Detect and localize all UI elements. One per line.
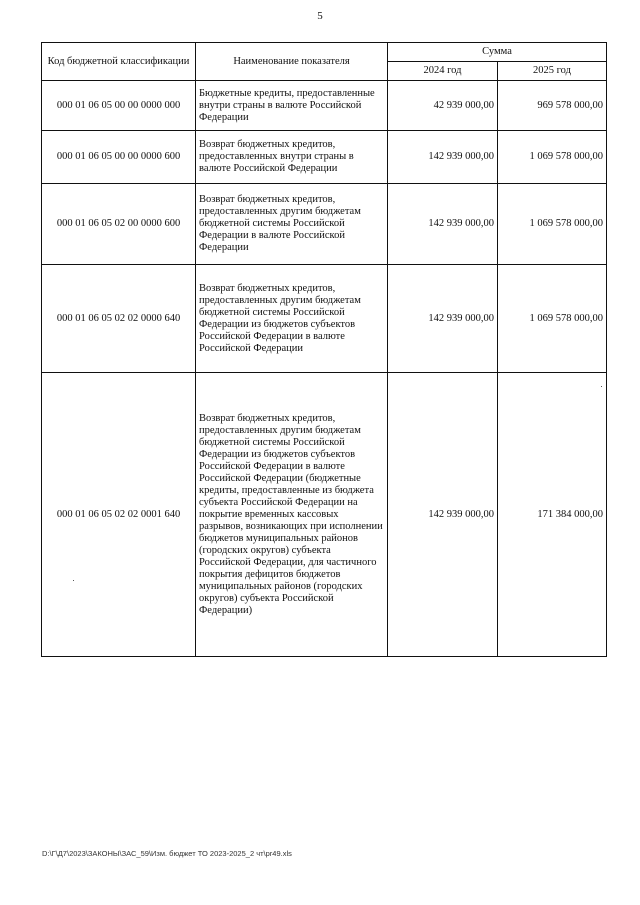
header-year-2024: 2024 год (388, 62, 498, 81)
budget-table (41, 42, 607, 657)
table-row (42, 373, 607, 657)
row-name: Возврат бюджетных кредитов, предоставленных внутри страны в валюте Российской Федерации (196, 131, 388, 184)
row-code: 000 01 06 05 00 00 0000 000 (42, 81, 196, 131)
row-code: 000 01 06 05 02 02 0001 640 (42, 373, 196, 657)
header-year-2025: 2025 год (498, 62, 607, 81)
table-row (42, 81, 607, 131)
header-code: Код бюджетной классификации (42, 43, 196, 81)
row-amount-2024: 142 939 000,00 (388, 265, 498, 373)
row-amount-2025: 1 069 578 000,00 (498, 184, 607, 265)
row-name: Возврат бюджетных кредитов, предоставленных другим бюджетам бюджетной системы Российской Федерации из бюджетов субъектов Российской Федерации в валюте Российской Федерации (бюджетные кредиты, предоставленные из бюджета субъекта Российской Федерации на покрытие временных кассовых разрывов, возникающих при исполнении бюджетов муниципальных районов (городских округов) субъекта Российской Федерации, для частичного покрытия дефицитов бюджетов муниципальных районов (городских округов) субъекта Российской Федерации) (196, 373, 388, 657)
row-amount-2025: 1 069 578 000,00 (498, 131, 607, 184)
table-row (42, 131, 607, 184)
row-code: 000 01 06 05 02 00 0000 600 (42, 184, 196, 265)
header-row (42, 43, 607, 62)
scan-speck (73, 580, 74, 581)
table-row (42, 265, 607, 373)
footer-file-path: D:\Г\Д7\2023\ЗАКОНЫ\ЗАС_59\Изм. бюджет ТО 2023-2025_2 чт\pr49.xls (42, 849, 292, 858)
row-amount-2024: 42 939 000,00 (388, 81, 498, 131)
row-amount-2024: 142 939 000,00 (388, 184, 498, 265)
row-amount-2025: 171 384 000,00 (498, 373, 607, 657)
header-sum: Сумма (388, 43, 607, 62)
row-amount-2024: 142 939 000,00 (388, 373, 498, 657)
header-name: Наименование показателя (196, 43, 388, 81)
row-name: Бюджетные кредиты, предоставленные внутри страны в валюте Российской Федерации (196, 81, 388, 131)
scan-speck (601, 386, 602, 387)
row-code: 000 01 06 05 02 02 0000 640 (42, 265, 196, 373)
row-amount-2025: 1 069 578 000,00 (498, 265, 607, 373)
row-amount-2025: 969 578 000,00 (498, 81, 607, 131)
row-code: 000 01 06 05 00 00 0000 600 (42, 131, 196, 184)
table-row (42, 184, 607, 265)
row-amount-2024: 142 939 000,00 (388, 131, 498, 184)
row-name: Возврат бюджетных кредитов, предоставленных другим бюджетам бюджетной системы Российской Федерации из бюджетов субъектов Российской Федерации в валюте Российской Федерации (196, 265, 388, 373)
page-number: 5 (317, 10, 323, 22)
row-name: Возврат бюджетных кредитов, предоставленных другим бюджетам бюджетной системы Российской Федерации в валюте Российской Федерации (196, 184, 388, 265)
